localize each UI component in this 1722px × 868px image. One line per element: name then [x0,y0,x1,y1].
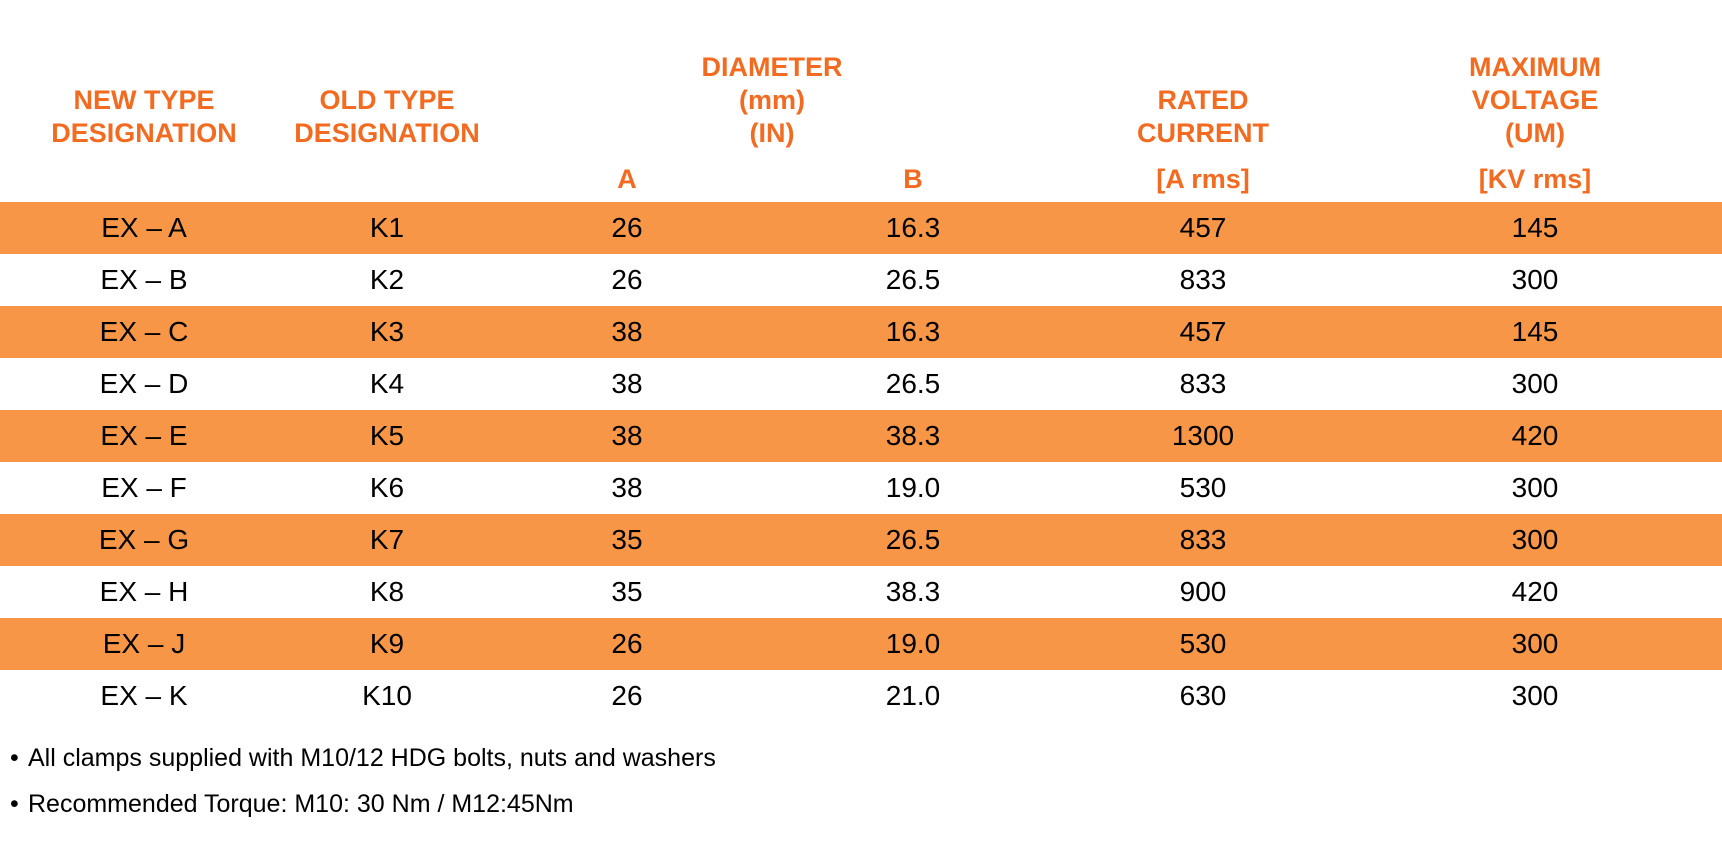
cell-old-type: K7 [288,514,486,566]
cell-old-type: K3 [288,306,486,358]
column-header-line: (IN) [749,118,795,149]
column-header-line: DESIGNATION [294,118,480,149]
cell-diameter-a: 26 [486,254,768,306]
cell-old-type: K6 [288,462,486,514]
column-header-line: OLD TYPE [319,85,455,116]
cell-old-type: K9 [288,618,486,670]
note-text: All clamps supplied with M10/12 HDG bolts, nuts and washers [28,744,716,772]
notes-list [0,722,1722,827]
cell-maximum-voltage: 145 [1348,306,1722,358]
cell-maximum-voltage: 300 [1348,514,1722,566]
table-row [0,306,1722,358]
cell-diameter-a: 35 [486,514,768,566]
column-header-line: (mm) [739,85,805,116]
cell-diameter-a: 26 [486,670,768,722]
cell-old-type: K1 [288,202,486,254]
bullet-icon: • [10,744,19,772]
cell-old-type: K4 [288,358,486,410]
column-header-diameter [486,0,1058,152]
subheader-rated-current-unit: [A rms] [1058,152,1348,202]
cell-diameter-a: 38 [486,306,768,358]
cell-rated-current: 900 [1058,566,1348,618]
cell-old-type: K2 [288,254,486,306]
cell-diameter-a: 26 [486,202,768,254]
cell-new-type: EX – J [0,618,288,670]
column-header-old-type [288,0,486,152]
cell-new-type: EX – A [0,202,288,254]
cell-new-type: EX – C [0,306,288,358]
table-row [0,410,1722,462]
table-row [0,254,1722,306]
subheader-diameter-b: B [768,152,1058,202]
cell-rated-current: 833 [1058,254,1348,306]
subheader-old-type-blank [288,152,486,202]
cell-rated-current: 457 [1058,202,1348,254]
cell-maximum-voltage: 300 [1348,618,1722,670]
cell-maximum-voltage: 420 [1348,566,1722,618]
table-row [0,670,1722,722]
cell-maximum-voltage: 420 [1348,410,1722,462]
cell-diameter-b: 38.3 [768,410,1058,462]
cell-new-type: EX – K [0,670,288,722]
column-header-line: VOLTAGE [1471,85,1599,116]
cell-rated-current: 457 [1058,306,1348,358]
note-item [10,782,1722,828]
cell-maximum-voltage: 300 [1348,462,1722,514]
cell-diameter-b: 26.5 [768,358,1058,410]
cell-old-type: K5 [288,410,486,462]
cell-diameter-b: 19.0 [768,618,1058,670]
note-item [10,736,1722,782]
column-header-line: DIAMETER [701,52,843,83]
column-header-line: CURRENT [1137,118,1269,149]
cell-old-type: K8 [288,566,486,618]
cell-rated-current: 630 [1058,670,1348,722]
column-header-maximum-voltage [1348,0,1722,152]
cell-diameter-a: 26 [486,618,768,670]
cell-rated-current: 833 [1058,514,1348,566]
cell-new-type: EX – B [0,254,288,306]
cell-new-type: EX – E [0,410,288,462]
cell-maximum-voltage: 300 [1348,358,1722,410]
cell-diameter-b: 21.0 [768,670,1058,722]
subheader-diameter-a: A [486,152,768,202]
cell-maximum-voltage: 300 [1348,254,1722,306]
cell-rated-current: 1300 [1058,410,1348,462]
cell-diameter-b: 38.3 [768,566,1058,618]
column-header-line: (UM) [1505,118,1565,149]
column-header-line: NEW TYPE [73,85,215,116]
column-header-line: RATED [1157,85,1249,116]
column-header-line: DESIGNATION [51,118,237,149]
table-row [0,514,1722,566]
table-row [0,202,1722,254]
cell-diameter-b: 26.5 [768,254,1058,306]
table-row [0,462,1722,514]
table-row [0,566,1722,618]
table-body [0,202,1722,722]
cell-maximum-voltage: 300 [1348,670,1722,722]
cell-diameter-b: 16.3 [768,306,1058,358]
cell-new-type: EX – G [0,514,288,566]
column-header-line: MAXIMUM [1469,52,1601,83]
cell-new-type: EX – F [0,462,288,514]
cell-new-type: EX – D [0,358,288,410]
cell-diameter-a: 35 [486,566,768,618]
cell-rated-current: 530 [1058,462,1348,514]
table-header-row-sub [0,152,1722,202]
table-row [0,358,1722,410]
cell-diameter-a: 38 [486,410,768,462]
column-header-rated-current [1058,0,1348,152]
cell-rated-current: 530 [1058,618,1348,670]
subheader-maximum-voltage-unit: [KV rms] [1348,152,1722,202]
cell-maximum-voltage: 145 [1348,202,1722,254]
table-row [0,618,1722,670]
table-header [0,0,1722,202]
cell-new-type: EX – H [0,566,288,618]
cell-rated-current: 833 [1058,358,1348,410]
bullet-icon: • [10,789,19,818]
cell-diameter-b: 26.5 [768,514,1058,566]
cell-old-type: K10 [288,670,486,722]
subheader-new-type-blank [0,152,288,202]
note-text: Recommended Torque: M10: 30 Nm / M12:45Nm [28,789,574,818]
cell-diameter-a: 38 [486,462,768,514]
column-header-new-type [0,0,288,152]
cell-diameter-b: 16.3 [768,202,1058,254]
cell-diameter-b: 19.0 [768,462,1058,514]
cell-diameter-a: 38 [486,358,768,410]
table-header-row-main [0,0,1722,152]
